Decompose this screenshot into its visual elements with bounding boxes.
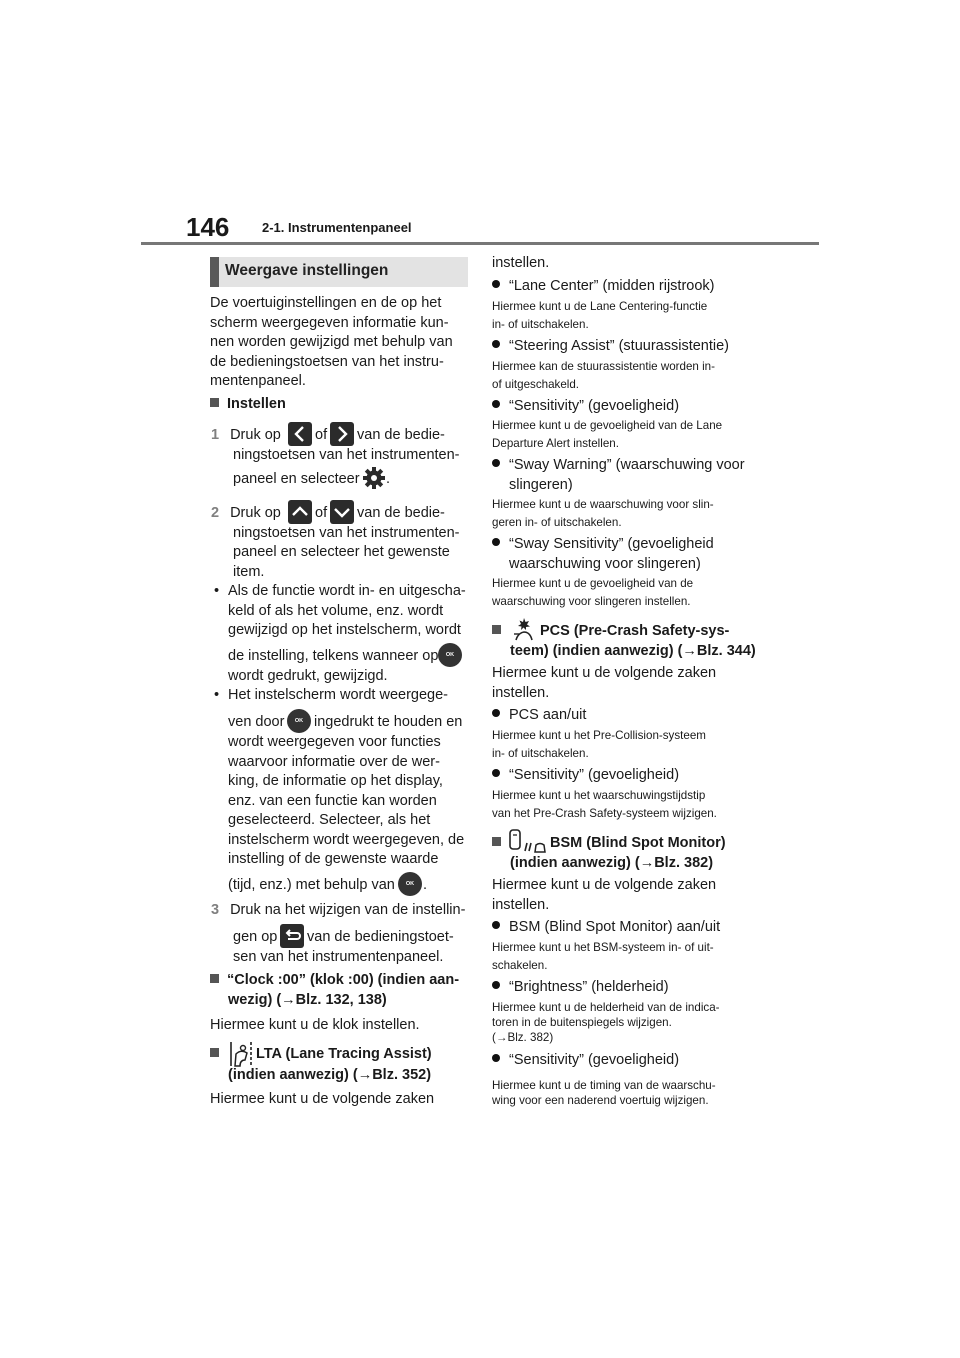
list-item: [492, 337, 729, 357]
pcs-desc1: Hiermee kunt u de volgende zaken: [492, 665, 717, 681]
list-item-desc: van het Pre-Crash Safety-systeem wijzigen.: [492, 806, 717, 820]
bullet1-line1: Als de functie wordt in- en uitgescha-: [228, 583, 466, 599]
list-item: [492, 706, 586, 726]
clock-desc: Hiermee kunt u de klok instellen.: [210, 1017, 420, 1033]
up-arrow-button-icon: [288, 500, 312, 524]
clock-heading-text: “Clock :00” (klok :00) (indien aan-: [227, 972, 460, 988]
step1-line1: [211, 426, 281, 446]
bullet2-line1: Het instelscherm wordt weergege-: [228, 687, 449, 703]
bullet-dot: [492, 1054, 500, 1062]
list-item: [492, 766, 679, 786]
list-item: [492, 918, 720, 938]
gear-icon: [362, 466, 386, 495]
square-bullet: [210, 974, 219, 983]
lta-heading-line2: (indien aanwezig) (→Blz. 352): [228, 1067, 432, 1083]
step2-line2: ningstoetsen van het instrumenten-: [233, 524, 460, 541]
step3-line2b: van de bedieningstoet-: [307, 929, 454, 945]
list-item: [492, 277, 715, 297]
list-item-title: “Sway Sensitivity” (gevoeligheid: [509, 536, 714, 552]
bullet2-line6: enz. van een functie kan worden: [228, 792, 437, 809]
bsm-desc2: instellen.: [492, 896, 550, 913]
bsm-heading-text: BSM (Blind Spot Monitor): [550, 835, 726, 851]
intro-line-1: De voertuiginstellingen en de op het: [210, 295, 442, 311]
step1-number: 1: [211, 427, 220, 443]
bullet2-marker: •: [214, 687, 220, 703]
step1-line2: ningstoetsen van het instrumenten-: [233, 446, 460, 463]
intro-line-2: scherm weergegeven informatie kun-: [210, 314, 449, 331]
intro-line-3: nen worden gewijzigd met behulp van: [210, 334, 453, 350]
bullet-dot: [492, 280, 500, 288]
list-item-desc: waarschuwing voor slingeren instellen.: [492, 594, 691, 608]
intro-line-4: de bedieningstoetsen van het instru-: [210, 353, 444, 370]
lta-heading-text: LTA (Lane Tracing Assist): [256, 1046, 432, 1062]
step1-line3: paneel en selecteer: [233, 471, 360, 487]
step1-text-b: van de bedie-: [357, 427, 445, 443]
bullet2-line2b: ingedrukt te houden en: [314, 714, 463, 730]
square-bullet: [492, 625, 501, 634]
list-item-desc: Hiermee kan de stuurassistentie worden in-: [492, 360, 715, 373]
bullet2-line8: instelscherm wordt weergegeven, de: [228, 831, 465, 848]
subheading-instellen-text: Instellen: [227, 396, 286, 412]
down-arrow-button-icon: [330, 500, 354, 524]
pcs-desc2: instellen.: [492, 684, 550, 701]
lta-desc: Hiermee kunt u de volgende zaken: [210, 1091, 435, 1107]
list-item-title: “Sensitivity” (gevoeligheid): [509, 398, 680, 414]
step2-line1: [211, 504, 281, 524]
list-item-desc: Hiermee kunt u de gevoeligheid van de Lane: [492, 419, 723, 432]
list-item-desc: Hiermee kunt u de waarschuwing voor slin-: [492, 498, 714, 511]
step3-line3: sen van het instrumentenpaneel.: [233, 948, 444, 965]
bullet-dot: [492, 340, 500, 348]
step3-line2a: gen op: [233, 929, 278, 945]
intro-line-5: mentenpaneel.: [210, 373, 306, 389]
list-item-title-2: slingeren): [509, 476, 573, 493]
bullet2-line5: king, de informatie op het display,: [228, 773, 443, 789]
section-title: 2-1. Instrumentenpaneel: [262, 220, 412, 235]
step3-line1: [211, 901, 465, 921]
step2-of: of: [315, 505, 328, 521]
bullet-dot: [492, 709, 500, 717]
ok-button-icon: OK: [398, 872, 422, 896]
list-item-title-2: waarschuwing voor slingeren): [509, 555, 701, 572]
list-item-title: “Lane Center” (midden rijstrook): [509, 278, 715, 294]
bullet1-line3: gewijzigd op het instelscherm, wordt: [228, 622, 461, 638]
list-item-title: “Steering Assist” (stuurassistentie): [509, 338, 729, 354]
list-item-desc: toren in de buitenspiegels wijzigen.: [492, 1016, 672, 1029]
step2-text-a: Druk op: [230, 505, 281, 521]
bsm-desc1: Hiermee kunt u de volgende zaken: [492, 877, 717, 893]
list-item-desc: Hiermee kunt u de helderheid van de indica-: [492, 1001, 720, 1014]
bsm-heading-line2: (indien aanwezig) (→Blz. 382): [510, 855, 714, 871]
step3-number: 3: [211, 902, 220, 918]
list-item-desc: (→Blz. 382): [492, 1031, 554, 1044]
step1-end: .: [386, 471, 391, 487]
bullet2-line10: (tijd, enz.) met behulp van: [228, 877, 395, 893]
list-item-title: “Brightness” (helderheid): [509, 979, 669, 995]
step1-of: of: [315, 427, 328, 443]
bullet2-line3: wordt weergegeven voor functies: [228, 734, 441, 750]
right-arrow-button-icon: [330, 422, 354, 446]
list-item-desc: in- of uitschakelen.: [492, 746, 589, 760]
lta-heading-line1: [210, 1045, 227, 1065]
list-item: [492, 1051, 679, 1071]
pcs-heading-text: PCS (Pre-Crash Safety-sys-: [540, 623, 730, 639]
step2-line3: paneel en selecteer het gewenste: [233, 544, 450, 560]
bullet2-line2a: ven door: [228, 714, 285, 730]
bullet2-line10-end: .: [423, 877, 428, 893]
list-item: [492, 456, 745, 476]
bullet2-line4: waarvoor informatie over de wer-: [228, 753, 440, 770]
subheading-instellen: [210, 395, 286, 415]
page-number: 146: [186, 212, 230, 242]
right-cont: instellen.: [492, 255, 550, 271]
list-item-desc: Hiermee kunt u de timing van de waarschu-: [492, 1079, 716, 1092]
list-item-desc: of uitgeschakeld.: [492, 377, 580, 391]
back-button-icon: [280, 924, 304, 948]
list-item-desc: Hiermee kunt u het BSM-systeem in- of uit-: [492, 941, 714, 954]
bullet1-marker: •: [214, 583, 220, 599]
step2-number: 2: [211, 505, 220, 521]
list-item: [492, 535, 714, 555]
list-item-title: “Sensitivity” (gevoeligheid): [509, 767, 680, 783]
ok-button-icon: OK: [287, 709, 311, 733]
square-bullet: [210, 398, 219, 407]
list-item-desc: Hiermee kunt u het waarschuwingstijdstip: [492, 789, 706, 802]
step1-text-a: Druk op: [230, 427, 281, 443]
list-item-desc: Hiermee kunt u het Pre-Collision-systeem: [492, 729, 706, 742]
bullet2-line9: instelling of de gewenste waarde: [228, 851, 439, 867]
section-heading: [210, 257, 468, 287]
bullet2-line7: geselecteerd. Selecteer, als het: [228, 812, 431, 828]
list-item-desc: geren in- of uitschakelen.: [492, 515, 622, 529]
bullet1-line4: de instelling, telkens wanneer op: [228, 648, 439, 664]
step3-line1-text: Druk na het wijzigen van de instellin-: [230, 902, 466, 918]
clock-heading-line2: wezig) (→Blz. 132, 138): [228, 992, 387, 1008]
bsm-heading-line1: [492, 834, 509, 854]
square-bullet: [492, 837, 501, 846]
list-item-desc: in- of uitschakelen.: [492, 317, 589, 331]
section-heading-text: Weergave instellingen: [225, 262, 389, 279]
bullet-dot: [492, 921, 500, 929]
list-item-title: “Sensitivity” (gevoeligheid): [509, 1052, 680, 1068]
ok-button-icon: OK: [438, 643, 462, 667]
bullet-dot: [492, 459, 500, 467]
list-item-desc: Hiermee kunt u de gevoeligheid van de: [492, 577, 694, 590]
clock-heading-line1: [210, 971, 459, 991]
bullet-dot: [492, 981, 500, 989]
left-arrow-button-icon: [288, 422, 312, 446]
list-item-desc: Hiermee kunt u de Lane Centering-functie: [492, 300, 708, 313]
list-item-title: BSM (Blind Spot Monitor) aan/uit: [509, 919, 721, 935]
header-rule: [141, 242, 819, 245]
list-item-desc: schakelen.: [492, 958, 548, 972]
list-item: [492, 978, 669, 998]
list-item-title: “Sway Warning” (waarschuwing voor: [509, 457, 745, 473]
pcs-heading-line1: [492, 622, 509, 642]
list-item-desc: Departure Alert instellen.: [492, 436, 619, 450]
list-item-desc: wing voor een naderend voertuig wijzigen.: [492, 1094, 709, 1107]
bullet-dot: [492, 538, 500, 546]
bullet-dot: [492, 400, 500, 408]
bullet1-line5: wordt gedrukt, gewijzigd.: [228, 668, 388, 684]
square-bullet: [210, 1048, 219, 1057]
list-item: [492, 397, 679, 417]
step2-line4: item.: [233, 563, 265, 580]
step2-text-b: van de bedie-: [357, 505, 445, 521]
bullet-dot: [492, 769, 500, 777]
pcs-heading-line2: teem) (indien aanwezig) (→Blz. 344): [510, 643, 756, 659]
bullet1-line2: keld of als het volume, enz. wordt: [228, 602, 444, 619]
list-item-title: PCS aan/uit: [509, 707, 587, 723]
